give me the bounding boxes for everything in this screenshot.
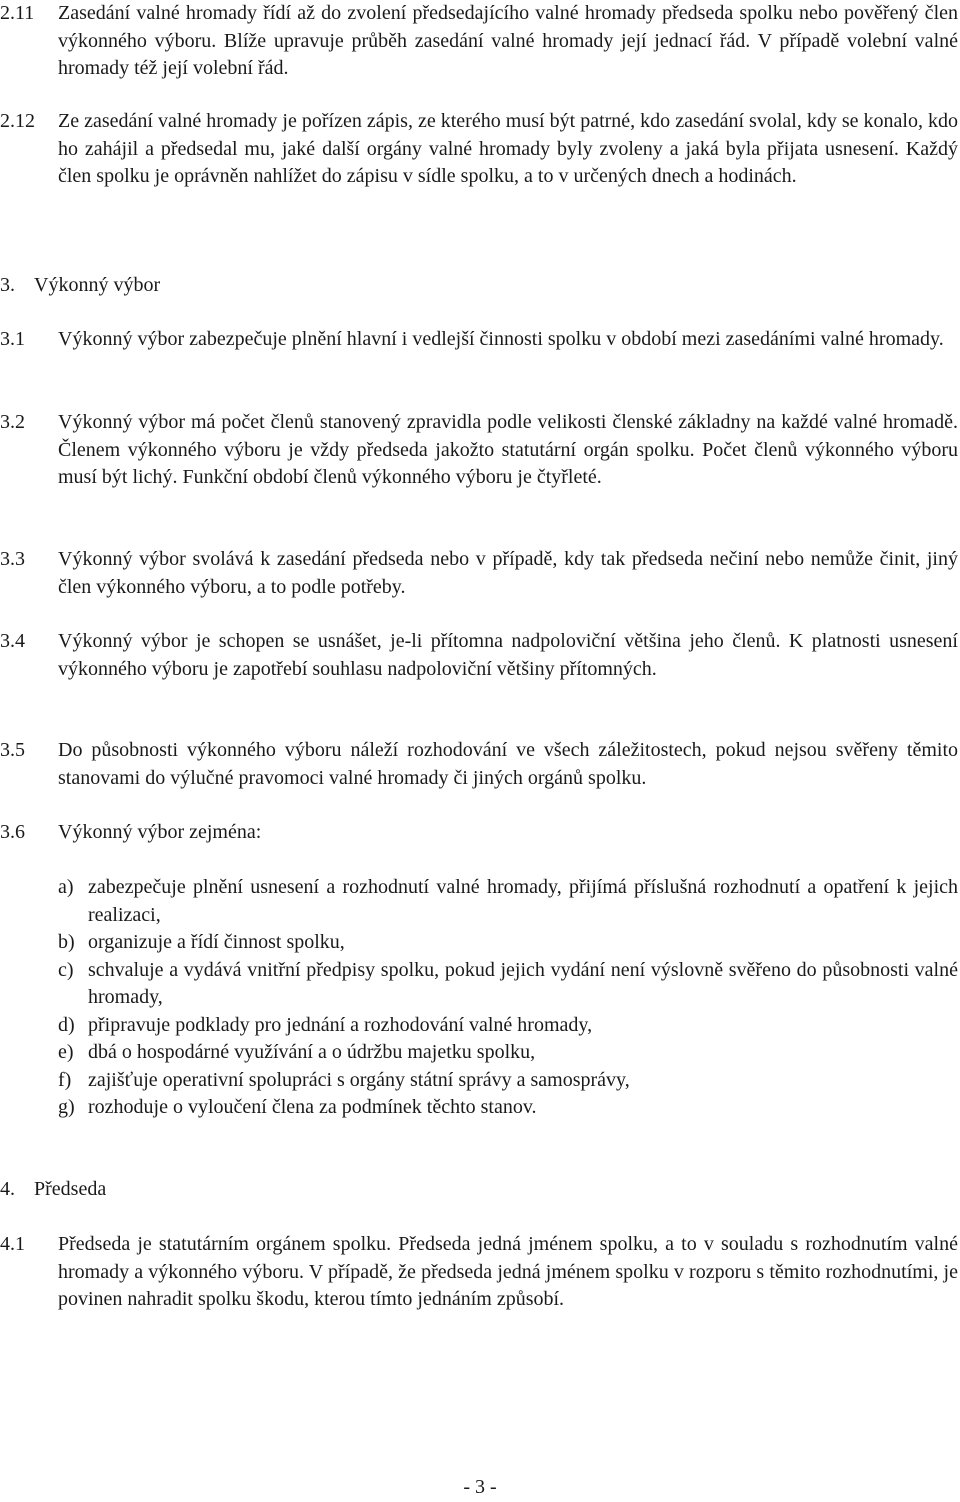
section-number: 3.6 [0,821,25,843]
section-number: 3.2 [0,411,25,433]
list-text: rozhoduje o vyloučení člena za podmínek těchto stanov. [88,1096,537,1118]
list-item [58,874,958,929]
heading-4 [0,1176,106,1204]
section-3-1 [0,326,958,354]
section-3-6 [0,819,958,847]
heading-3 [0,272,160,300]
heading-title: Výkonný výbor [34,274,161,296]
list-text: schvaluje a vydává vnitřní předpisy spolku, pokud jejich vydání není výslovně svěřeno do působnosti valné hromady, [88,958,958,1008]
section-number: 3.1 [0,328,25,350]
list-item [58,1039,958,1067]
section-text: Zasedání valné hromady řídí až do zvolení předsedajícího valné hromady předseda spolku nebo pověřený člen výkonného výboru. Blíže upravuje průběh zasedání valné hromady její jednací řád. V případě volební valné hromady též její volební řád. [58,2,958,79]
section-2-12 [0,108,958,191]
section-3-4 [0,628,958,683]
list-item [58,957,958,1012]
section-3-2 [0,409,958,492]
list-item [58,1012,958,1040]
section-number: 2.11 [0,2,35,24]
page-number: - 3 - [463,1476,497,1498]
list-letter: e) [58,1041,74,1063]
section-text: Výkonný výbor je schopen se usnášet, je-li přítomna nadpoloviční většina jeho členů. K platnosti usnesení výkonného výboru je zapotřebí souhlasu nadpoloviční většiny přítomných. [58,630,958,680]
section-number: 3.5 [0,739,25,761]
duties-list [58,874,958,1122]
list-item [58,1067,958,1095]
list-item [58,929,958,957]
section-3-5 [0,737,958,792]
list-item [58,1094,958,1122]
list-letter: c) [58,958,74,981]
section-text: Výkonný výbor svolává k zasedání předseda nebo v případě, kdy tak předseda nečiní nebo nemůže činit, jiný člen výkonného výboru, a to podle potřeby. [58,548,958,598]
section-text: Výkonný výbor má počet členů stanovený zpravidla podle velikosti členské základny na každé valné hromadě. Členem výkonného výboru je vždy předseda jakožto statutární orgán spolku. Počet členů výkonného výboru musí být lichý. Funkční období členů výkonného výboru je čtyřleté. [58,411,958,488]
section-number: 3.4 [0,630,25,652]
list-letter: g) [58,1096,75,1118]
list-text: dbá o hospodárné využívání a o údržbu majetku spolku, [88,1041,536,1063]
section-number: 4.1 [0,1233,25,1255]
list-text: zajišťuje operativní spolupráci s orgány státní správy a samosprávy, [88,1068,630,1091]
section-2-11 [0,0,958,83]
list-text: připravuje podklady pro jednání a rozhodování valné hromady, [88,1013,593,1036]
list-text: organizuje a řídí činnost spolku, [88,931,345,953]
list-letter: d) [58,1013,75,1036]
list-letter: b) [58,931,75,953]
section-4-1 [0,1231,958,1314]
section-3-3 [0,546,958,601]
section-text: Výkonný výbor zabezpečuje plnění hlavní i vedlejší činnosti spolku v období mezi zasedáními valné hromady. [58,328,944,350]
heading-number: 3. [0,274,15,296]
section-number: 2.12 [0,110,35,132]
list-letter: a) [58,876,74,898]
section-text: Předseda je statutárním orgánem spolku. Předseda jedná jménem spolku, a to v souladu s rozhodnutím valné hromady a výkonného výboru. V případě, že předseda jedná jménem spolku v rozporu s těmito rozhodnutími, je povinen nahradit spolku škodu, kterou tímto jednáním způsobí. [58,1233,958,1310]
section-text: Ze zasedání valné hromady je pořízen zápis, ze kterého musí být patrné, kdo zasedání svolal, kdy se konalo, kdo ho zahájil a předsedal mu, jaké další orgány valné hromady byly zvoleny a jaká byla přijata usnesení. Každý člen spolku je oprávněn nahlížet do zápisu v sídle spolku, a to v určených dnech a hodinách. [58,110,958,187]
list-text: zabezpečuje plnění usnesení a rozhodnutí valné hromady, přijímá příslušná rozhodnutí a opatření k jejich realizaci, [88,876,958,926]
section-text: Do působnosti výkonného výboru náleží rozhodování ve všech záležitostech, pokud nejsou svěřeny těmito stanovami do výlučné pravomoci valné hromady či jiných orgánů spolku. [58,739,958,789]
section-number: 3.3 [0,548,25,570]
section-text: Výkonný výbor zejména: [58,821,262,843]
list-letter: f) [58,1068,72,1091]
heading-title: Předseda [34,1178,107,1200]
heading-number: 4. [0,1178,15,1200]
